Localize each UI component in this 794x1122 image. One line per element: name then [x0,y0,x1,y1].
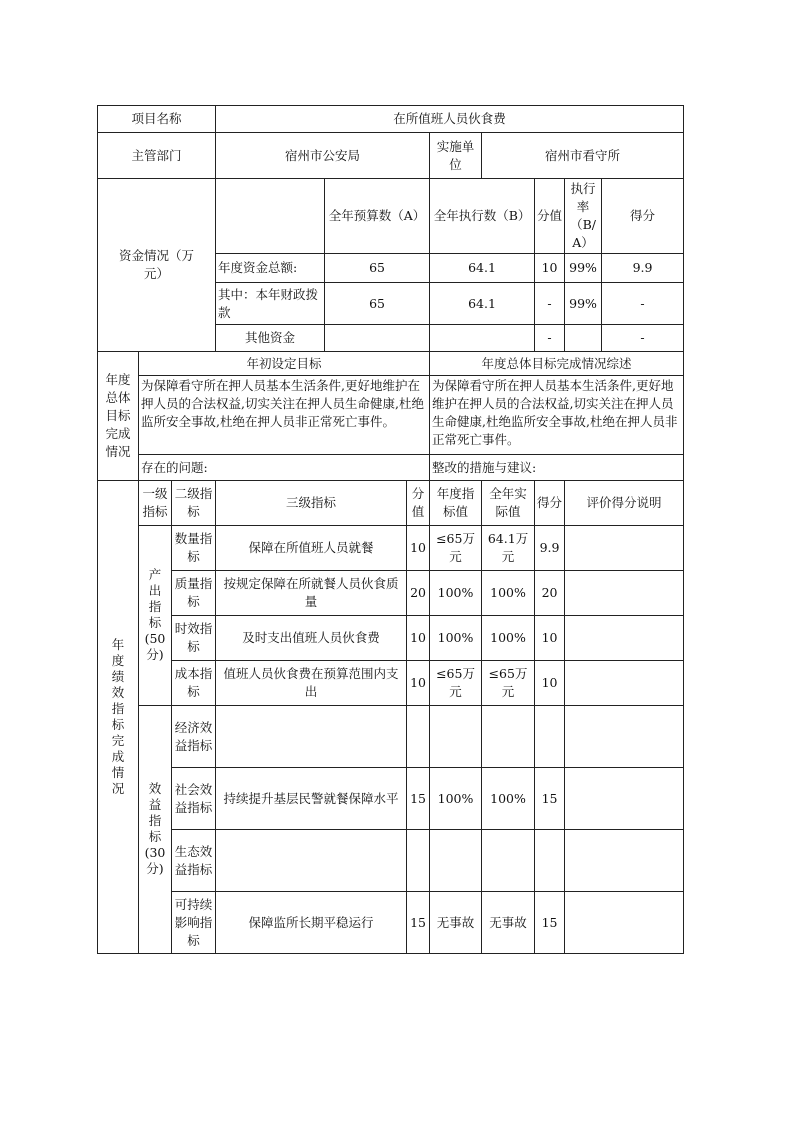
indicator-note [565,768,684,830]
indicator-level3: 按规定保障在所就餐人员伙食质量 [216,571,407,616]
indicator-level2: 数量指标 [172,526,216,571]
indicator-row [98,616,684,661]
indicator-result: 10 [535,616,565,661]
indicator-row [98,706,684,768]
department-label: 主管部门 [98,133,216,179]
indicator-row [98,571,684,616]
indicator-result [535,830,565,892]
funds-row-rate [565,325,602,352]
indicator-score: 15 [407,768,430,830]
indicator-level3 [216,706,407,768]
indicator-row [98,661,684,706]
funds-row-budget: 65 [325,283,430,325]
goal-summary-header: 年度总体目标完成情况综述 [430,352,684,376]
indicator-note [565,616,684,661]
indicator-score [407,706,430,768]
implementing-unit-label: 实施单位 [430,133,482,179]
funds-section-label-text: 资金情况（万元） [119,248,195,281]
indicator-actual: 64.1万元 [482,526,535,571]
evaluation-table [97,105,684,954]
indicator-level3: 及时支出值班人员伙食费 [216,616,407,661]
funds-row-score: 10 [535,254,565,283]
funds-header-rate-text: 执行率（B/A） [570,181,596,250]
funds-header-row [98,179,684,254]
output-indicator-label [139,526,172,706]
indicator-level2: 时效指标 [172,616,216,661]
indicator-level3 [216,830,407,892]
project-name-value: 在所值班人员伙食费 [216,106,684,133]
indicator-target [430,706,482,768]
department-row [98,133,684,179]
indicator-actual: ≤65万元 [482,661,535,706]
indicator-result [535,706,565,768]
problems-label: 存在的问题: [139,455,430,481]
funds-row-budget: 65 [325,254,430,283]
indicator-row [98,526,684,571]
funds-row-score: - [535,325,565,352]
indicator-score: 15 [407,892,430,954]
funds-row-label: 其他资金 [216,325,325,352]
performance-header-row [98,481,684,526]
indicator-level3: 值班人员伙食费在预算范围内支出 [216,661,407,706]
goals-header-row [98,352,684,376]
indicator-note [565,571,684,616]
initial-goal-text: 为保障看守所在押人员基本生活条件,更好地维护在押人员的合法权益,切实关注在押人员生命健康,杜绝监所安全事故,杜绝在押人员非正常死亡事件。 [139,376,430,455]
goals-text-row [98,376,684,455]
indicator-level2: 质量指标 [172,571,216,616]
project-name-row [98,106,684,133]
performance-section-label-text: 年度绩效指标完成情况 [111,636,125,796]
indicator-actual [482,830,535,892]
header-actual: 全年实际值 [482,481,535,526]
indicator-note [565,706,684,768]
goal-summary-text: 为保障看守所在押人员基本生活条件,更好地维护在押人员的合法权益,切实关注在押人员生命健康,杜绝监所安全事故,杜绝在押人员非正常死亡事件。 [430,376,684,455]
funds-row-rate: 99% [565,283,602,325]
indicator-result: 15 [535,768,565,830]
indicator-actual: 100% [482,571,535,616]
indicator-score: 20 [407,571,430,616]
funds-header-score: 分值 [535,179,565,254]
indicator-note [565,830,684,892]
indicator-result: 9.9 [535,526,565,571]
indicator-note [565,892,684,954]
indicator-score: 10 [407,526,430,571]
funds-row-label: 年度资金总额: [216,254,325,283]
indicator-target: 无事故 [430,892,482,954]
goals-section-label-text: 年度总体目标完成情况 [105,372,131,459]
funds-header-blank [216,179,325,254]
indicator-row [98,830,684,892]
funds-row-label: 其中：本年财政拨款 [216,283,325,325]
initial-goal-header: 年初设定目标 [139,352,430,376]
funds-row-rate: 99% [565,254,602,283]
measures-label: 整改的措施与建议: [430,455,684,481]
indicator-target [430,830,482,892]
department-value: 宿州市公安局 [216,133,430,179]
indicator-target: 100% [430,571,482,616]
indicator-level2: 生态效益指标 [172,830,216,892]
funds-header-executed: 全年执行数（B） [430,179,535,254]
benefit-indicator-label [139,706,172,954]
indicator-target: ≤65万元 [430,661,482,706]
indicator-level3: 保障监所长期平稳运行 [216,892,407,954]
indicator-level3: 持续提升基层民警就餐保障水平 [216,768,407,830]
indicator-score [407,830,430,892]
funds-header-budget: 全年预算数（A） [325,179,430,254]
indicator-level2: 社会效益指标 [172,768,216,830]
indicator-level2: 成本指标 [172,661,216,706]
header-level3: 三级指标 [216,481,407,526]
header-target: 年度指标值 [430,481,482,526]
performance-evaluation-form [97,105,683,954]
implementing-unit-value: 宿州市看守所 [482,133,684,179]
funds-row-budget [325,325,430,352]
funds-row-result: - [602,283,684,325]
performance-section-label [98,481,139,954]
funds-row-result: - [602,325,684,352]
header-note: 评价得分说明 [565,481,684,526]
funds-row-executed: 64.1 [430,283,535,325]
funds-row-result: 9.9 [602,254,684,283]
funds-row-executed [430,325,535,352]
indicator-score: 10 [407,661,430,706]
funds-header-result: 得分 [602,179,684,254]
indicator-level2: 可持续影响指标 [172,892,216,954]
indicator-result: 10 [535,661,565,706]
benefit-indicator-label-text: 效益指标(30分) [144,781,166,876]
indicator-row [98,768,684,830]
indicator-result: 20 [535,571,565,616]
header-score: 分值 [407,481,430,526]
indicator-target: ≤65万元 [430,526,482,571]
indicator-actual: 100% [482,616,535,661]
indicator-note [565,526,684,571]
indicator-actual [482,706,535,768]
indicator-actual: 100% [482,768,535,830]
indicator-note [565,661,684,706]
funds-row-score: - [535,283,565,325]
indicator-score: 10 [407,616,430,661]
indicator-level3: 保障在所值班人员就餐 [216,526,407,571]
indicator-target: 100% [430,768,482,830]
indicator-result: 15 [535,892,565,954]
indicator-row [98,892,684,954]
output-indicator-label-text: 产出指标(50分) [144,567,166,662]
indicator-target: 100% [430,616,482,661]
header-level2: 二级指标 [172,481,216,526]
indicator-actual: 无事故 [482,892,535,954]
goals-section-label [98,352,139,481]
funds-section-label [98,179,216,352]
indicator-level2: 经济效益指标 [172,706,216,768]
funds-row-executed: 64.1 [430,254,535,283]
funds-header-rate [565,179,602,254]
project-name-label: 项目名称 [98,106,216,133]
header-level1: 一级指标 [139,481,172,526]
header-result: 得分 [535,481,565,526]
problems-row [98,455,684,481]
